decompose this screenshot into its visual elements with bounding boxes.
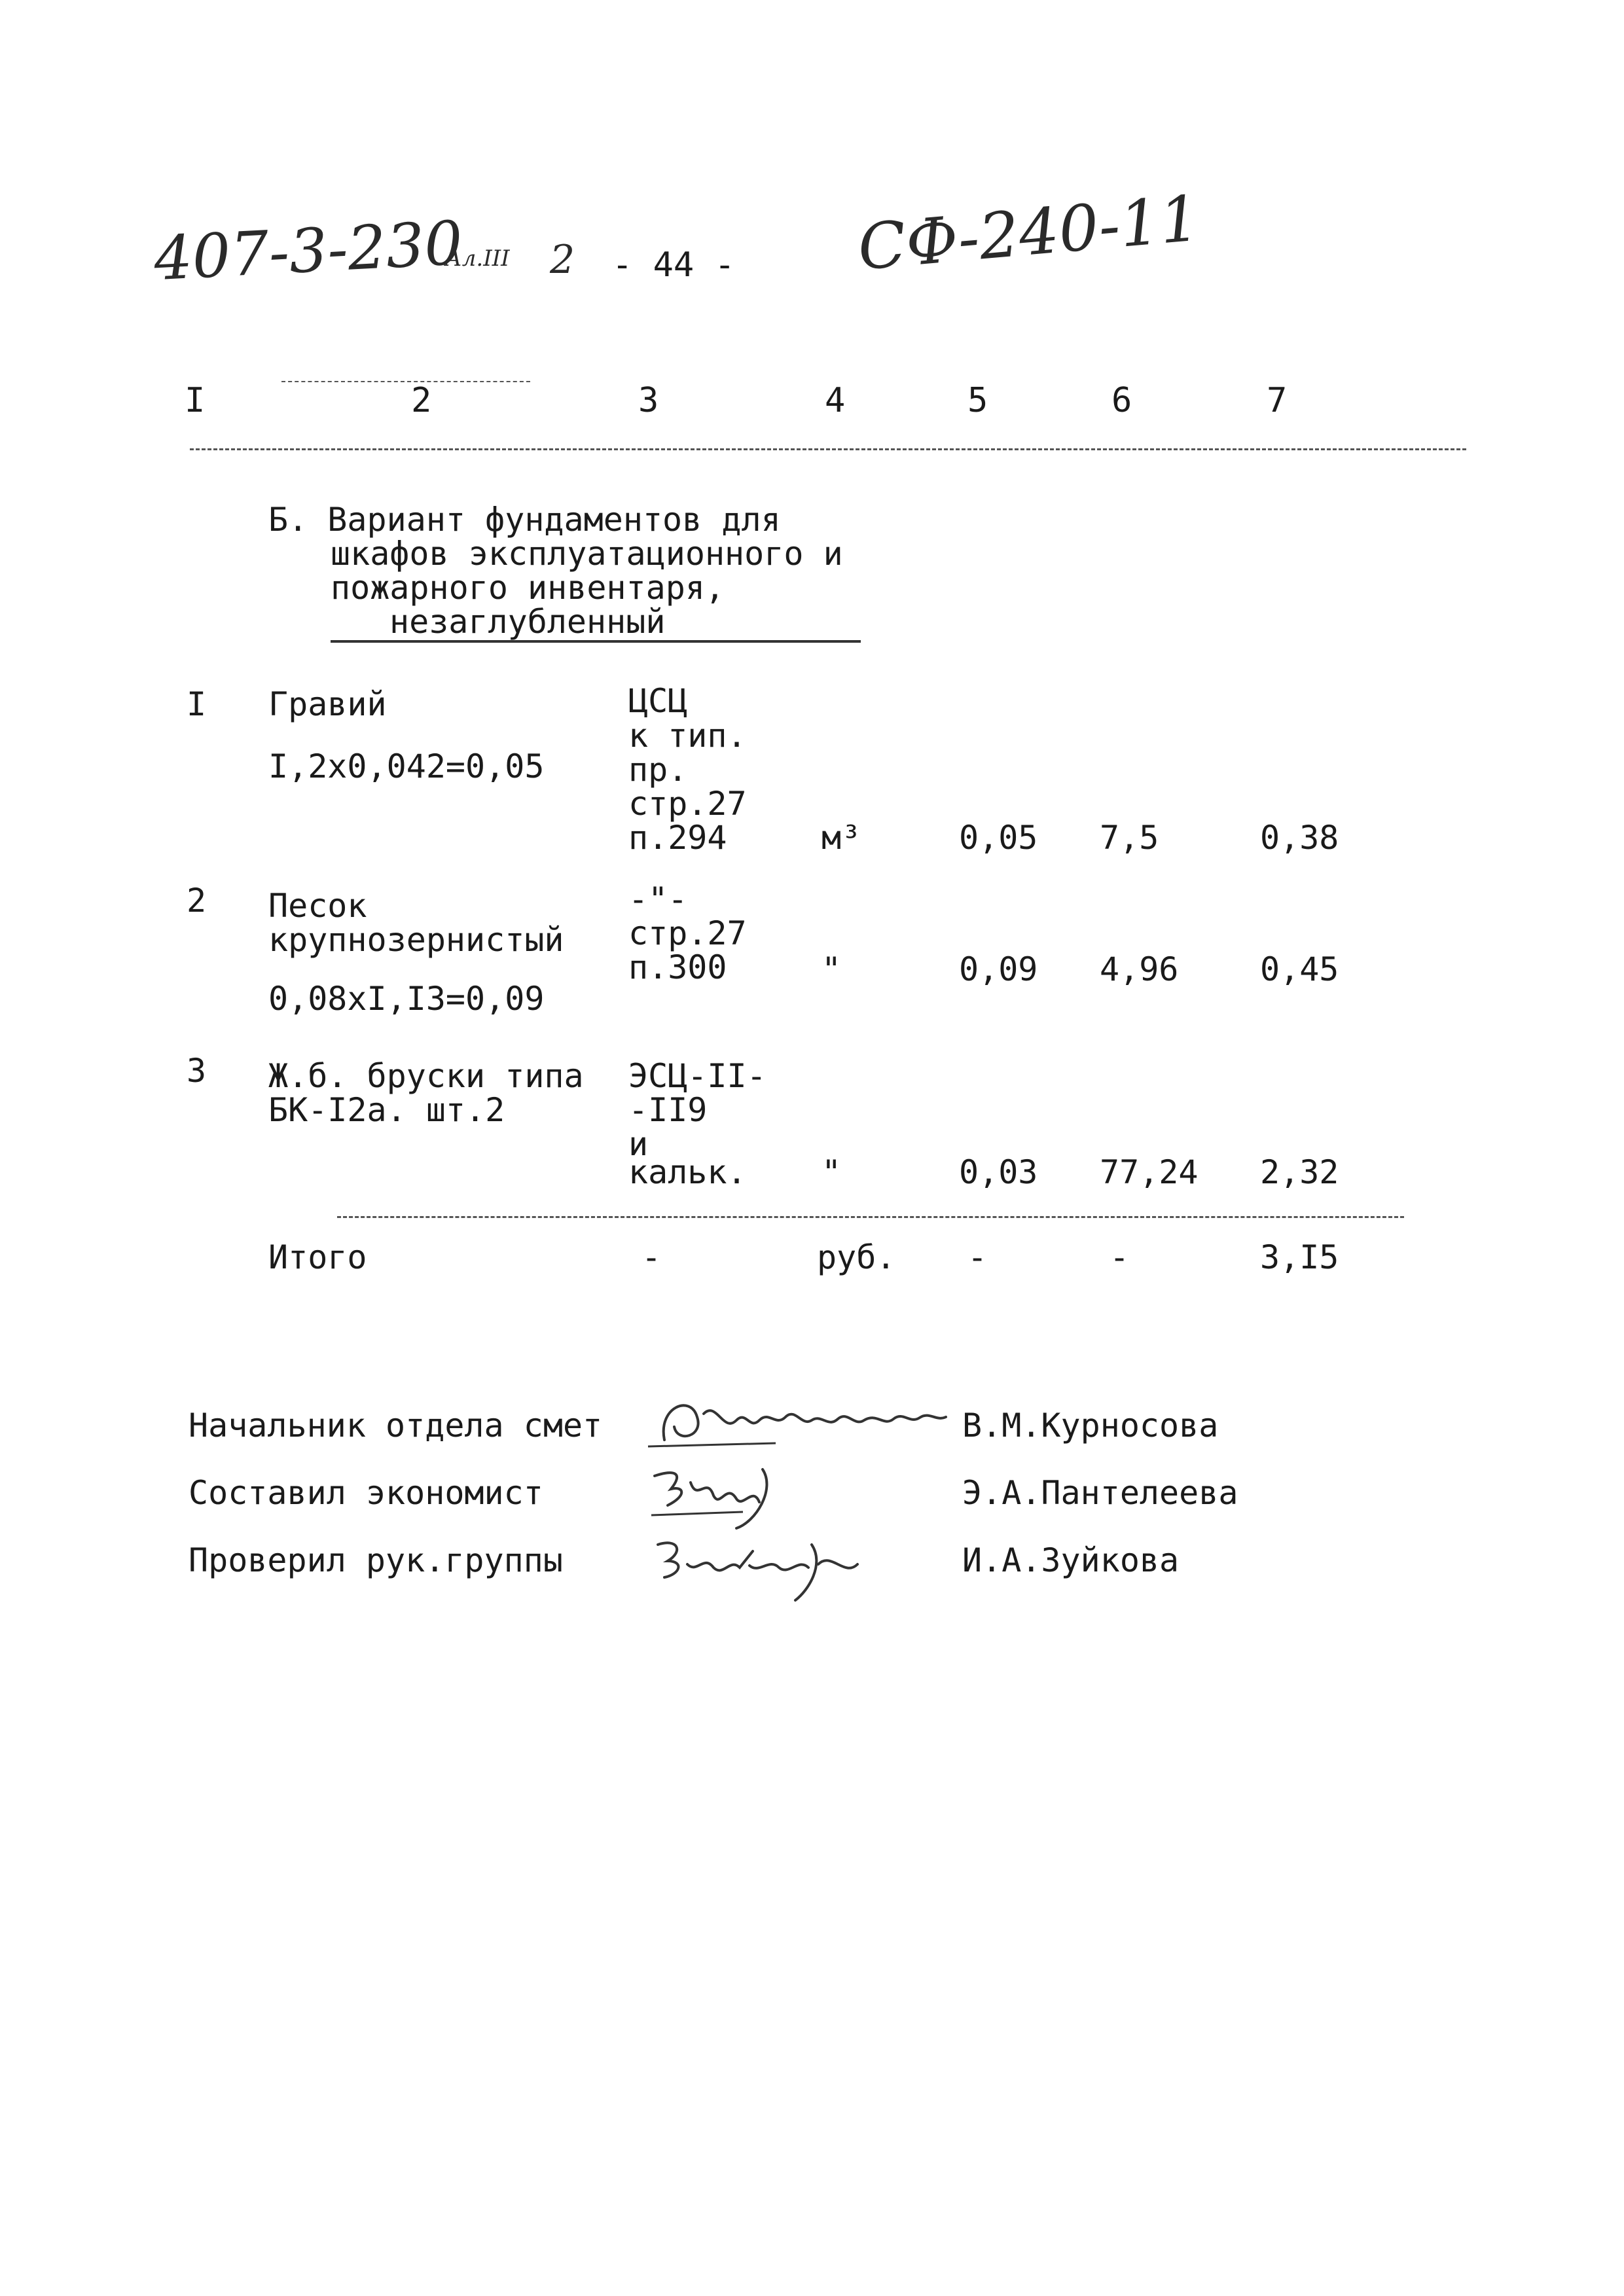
- row-3-number: 3: [187, 1052, 207, 1090]
- row-3-ref-3: и: [628, 1125, 649, 1163]
- row-1-total: 0,38: [1260, 819, 1339, 857]
- column-header-3: 3: [638, 381, 659, 420]
- section-title-line-2: шкафов эксплуатационного и: [331, 535, 843, 573]
- row-2-ref-1: -"-: [628, 880, 688, 918]
- row-1-unit: м³: [821, 819, 861, 857]
- album-label: Ал.III: [445, 245, 510, 272]
- row-2-name-line-1: Песок: [268, 887, 367, 925]
- row-2-name-line-2: крупнозернистый: [268, 921, 564, 959]
- row-2-price: 4,96: [1100, 950, 1179, 988]
- row-2-number: 2: [187, 882, 207, 920]
- page-number: - 44 -: [612, 245, 735, 285]
- total-separator: [337, 1216, 1404, 1218]
- header-top-dash: [281, 381, 530, 382]
- row-2-unit: ": [821, 950, 842, 988]
- section-title-line-3: пожарного инвентаря,: [331, 569, 725, 607]
- sheet-code: СФ-240-11: [855, 181, 1203, 285]
- signature-role-2: Составил экономист: [189, 1474, 543, 1512]
- total-quantity: -: [967, 1238, 988, 1276]
- row-2-total: 0,45: [1260, 950, 1339, 988]
- row-2-ref-2: стр.27: [628, 914, 747, 952]
- row-1-ref-3: пр.: [628, 751, 688, 789]
- row-3-ref-1: ЭСЦ-II-: [628, 1057, 767, 1095]
- row-3-ref-4: кальк.: [628, 1153, 747, 1191]
- signature-role-3: Проверил рук.группы: [189, 1541, 563, 1579]
- total-price: -: [1110, 1238, 1130, 1276]
- column-header-5: 5: [967, 381, 988, 420]
- section-title-line-1: Б. Вариант фундаментов для: [268, 501, 781, 539]
- row-3-name-line-2: БК-I2а. шт.2: [268, 1091, 505, 1129]
- signature-scribble-2: [645, 1456, 815, 1535]
- row-1-quantity: 0,05: [959, 819, 1038, 857]
- signature-scribble-3: [648, 1525, 884, 1610]
- column-header-6: 6: [1111, 381, 1132, 420]
- section-underline: [331, 640, 861, 643]
- row-1-ref-5: п.294: [628, 819, 727, 857]
- row-1-ref-2: к тип.: [628, 717, 747, 755]
- row-1-name: Гравий: [268, 685, 387, 723]
- row-3-quantity: 0,03: [959, 1153, 1038, 1191]
- document-code: 407-3-230: [152, 207, 465, 295]
- signature-name-2: Э.А.Пантелеева: [962, 1474, 1238, 1512]
- row-1-number: I: [187, 685, 207, 723]
- total-ref: -: [641, 1238, 662, 1276]
- row-2-formula: 0,08xI,I3=0,09: [268, 980, 545, 1018]
- total-unit: руб.: [817, 1238, 896, 1276]
- row-1-ref-1: ЦСЦ: [628, 682, 688, 720]
- row-3-ref-2: -II9: [628, 1091, 708, 1129]
- signature-scribble-1: [645, 1381, 972, 1460]
- album-number: 2: [550, 237, 575, 283]
- column-header-2: 2: [411, 381, 432, 420]
- signature-name-3: И.А.Зуйкова: [962, 1541, 1180, 1579]
- column-header-7: 7: [1267, 381, 1288, 420]
- row-3-name-line-1: Ж.б. бруски типа: [268, 1057, 584, 1095]
- row-1-formula: I,2x0,042=0,05: [268, 747, 545, 785]
- row-2-ref-3: п.300: [628, 948, 727, 986]
- row-3-price: 77,24: [1100, 1153, 1199, 1191]
- total-sum: 3,I5: [1260, 1238, 1339, 1276]
- signature-name-1: В.М.Курносова: [962, 1407, 1219, 1444]
- total-label: Итого: [268, 1238, 367, 1276]
- row-1-ref-4: стр.27: [628, 785, 747, 823]
- row-3-total: 2,32: [1260, 1153, 1339, 1191]
- section-title-line-4: незаглубленный: [389, 603, 666, 641]
- row-2-quantity: 0,09: [959, 950, 1038, 988]
- signature-role-1: Начальник отдела смет: [189, 1407, 603, 1444]
- column-header-1: I: [185, 381, 206, 420]
- column-header-4: 4: [825, 381, 846, 420]
- row-1-price: 7,5: [1100, 819, 1159, 857]
- header-rule: [190, 448, 1466, 450]
- row-3-unit: ": [821, 1153, 842, 1191]
